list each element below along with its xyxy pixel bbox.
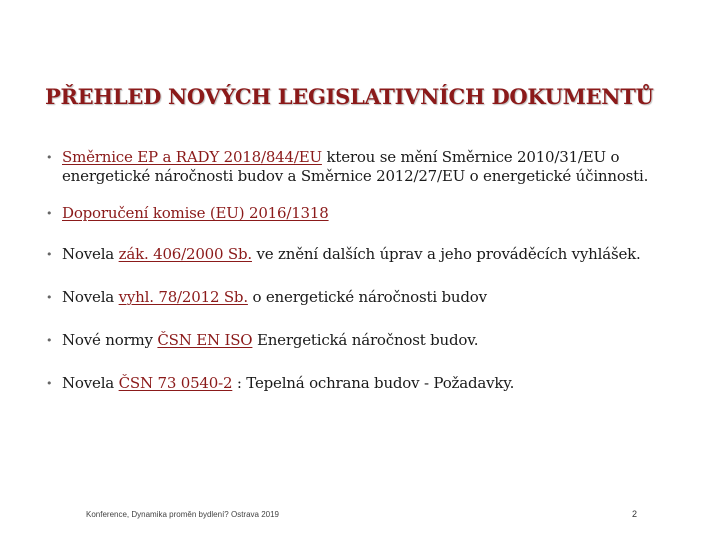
page-number: 2 bbox=[632, 509, 638, 519]
bullet-item-5 bbox=[46, 331, 696, 350]
document-reference: Směrnice EP a RADY 2018/844/EU bbox=[62, 148, 322, 166]
bullet-text: : Tepelná ochrana budov - Požadavky. bbox=[232, 374, 515, 392]
bullet-marker: • bbox=[46, 334, 53, 347]
bullet-text: ve znění dalších úprav a jeho prováděcích vyhlášek. bbox=[251, 245, 641, 263]
document-reference: Doporučení komise (EU) 2016/1318 bbox=[62, 204, 329, 222]
bullet-prefix: Novela bbox=[62, 245, 119, 263]
slide-title: PŘEHLED NOVÝCH LEGISLATIVNÍCH DOKUMENTŮ bbox=[45, 84, 654, 109]
bullet-item-6 bbox=[46, 374, 696, 393]
bullet-prefix: Novela bbox=[62, 374, 119, 392]
footer-text: Konference, Dynamika proměn bydlení? Ostrava 2019 bbox=[86, 510, 279, 519]
bullet-item-4 bbox=[46, 288, 696, 307]
document-reference: ČSN 73 0540-2 bbox=[118, 374, 233, 392]
bullet-item-2 bbox=[46, 204, 696, 223]
bullet-prefix: Novela bbox=[62, 288, 119, 306]
bullet-marker: • bbox=[46, 248, 53, 261]
bullet-text: o energetické náročnosti budov bbox=[247, 288, 487, 306]
bullet-marker: • bbox=[46, 291, 53, 304]
bullet-text: kterou se mění Směrnice 2010/31/EU o energetické náročnosti budov a Směrnice 2012/27/EU o energetické účinnosti. bbox=[62, 148, 649, 185]
document-reference: ČSN EN ISO bbox=[157, 331, 253, 349]
document-reference: zák. 406/2000 Sb. bbox=[118, 245, 252, 263]
bullet-marker: • bbox=[46, 151, 53, 164]
bullet-list bbox=[46, 148, 696, 393]
bullet-marker: • bbox=[46, 207, 53, 220]
bullet-text: Energetická náročnost budov. bbox=[252, 331, 479, 349]
bullet-item-3 bbox=[46, 245, 696, 264]
bullet-prefix: Nové normy bbox=[62, 331, 158, 349]
bullet-marker: • bbox=[46, 377, 53, 390]
document-reference: vyhl. 78/2012 Sb. bbox=[118, 288, 248, 306]
bullet-item-1 bbox=[46, 148, 696, 186]
